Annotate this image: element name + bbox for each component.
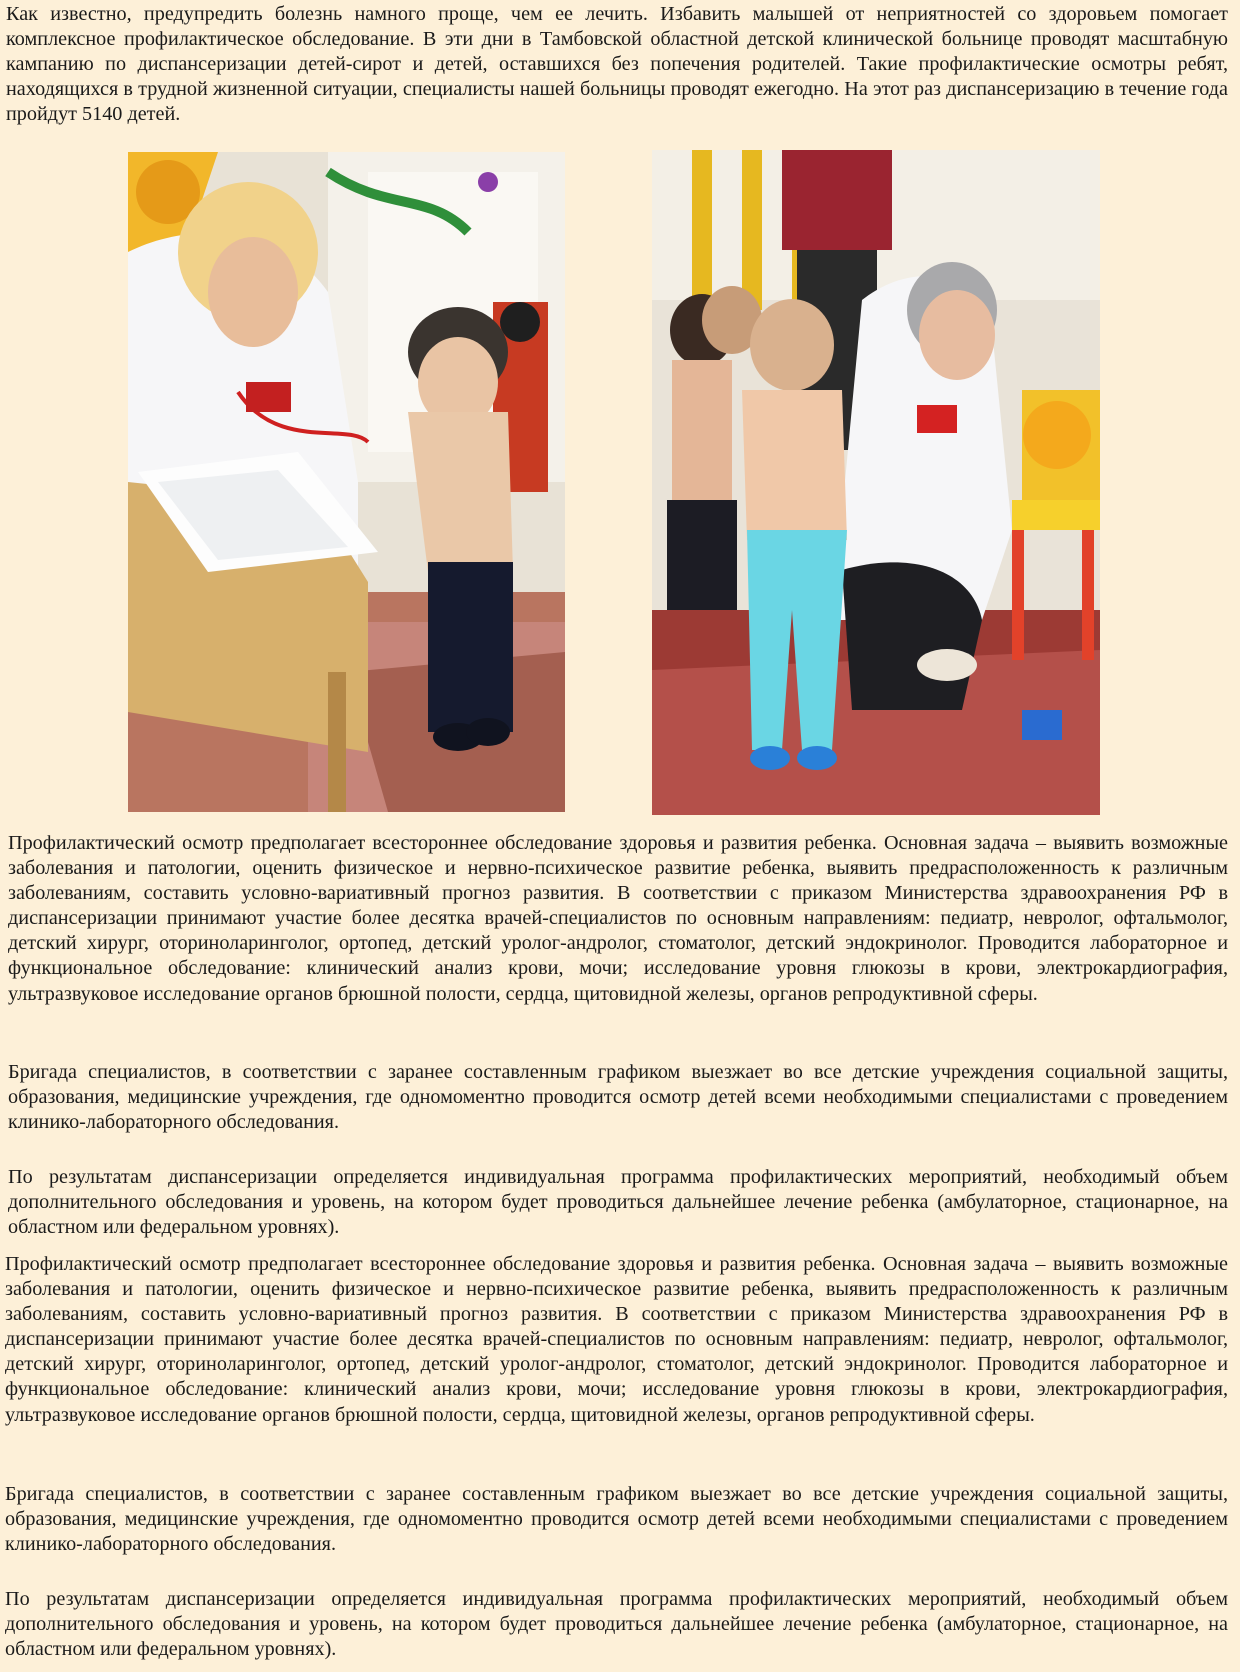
section-a-paragraph-3: По результатам диспансеризации определяется индивидуальная программа профилактических мероприятий, необходимый объем дополнительного обследования и уровень, на котором будет проводиться дальнейшее лечение ребенка (амбулаторное, стационарное, на областном или федеральном уровнях). bbox=[8, 1166, 1228, 1239]
section-a-paragraph-1: Профилактический осмотр предполагает всестороннее обследование здоровья и развития ребенка. Основная задача – выявить возможные заболевания и патологии, оценить физическое и нервно-психическое развитие ребенка, выявить предрасположенность к различным заболеваниям, составить условно-вариативный прогноз развития. В соответствии с приказом Министерства здравоохранения РФ в диспансеризации принимают участие более десятка врачей-специалистов по основным направлениям: педиатр, невролог, офтальмолог, детский хирург, оториноларинголог, ортопед, детский уролог-андролог, стоматолог, детский эндокринолог. Проводится лабораторное и функциональное обследование: клинический анализ крови, мочи; исследование уровня глюкозы в крови, электрокардиография, ультразвуковое исследование органов брюшной полости, сердца, щитовидной железы, органов репродуктивной сферы. bbox=[8, 832, 1228, 1005]
photo-doctor-stethoscope-image bbox=[128, 152, 565, 812]
section-b-paragraph-3: По результатам диспансеризации определяется индивидуальная программа профилактических мероприятий, необходимый объем дополнительного обследования и уровень, на котором будет проводиться дальнейшее лечение ребенка (амбулаторное, стационарное, на областном или федеральном уровнях). bbox=[5, 1588, 1228, 1661]
section-b-paragraph-1: Профилактический осмотр предполагает всестороннее обследование здоровья и развития ребенка. Основная задача – выявить возможные заболевания и патологии, оценить физическое и нервно-психическое развитие ребенка, выявить предрасположенность к различным заболеваниям, составить условно-вариативный прогноз развития. В соответствии с приказом Министерства здравоохранения РФ в диспансеризации принимают участие более десятка врачей-специалистов по основным направлениям: педиатр, невролог, офтальмолог, детский хирург, оториноларинголог, ортопед, детский уролог-андролог, стоматолог, детский эндокринолог. Проводится лабораторное и функциональное обследование: клинический анализ крови, мочи; исследование уровня глюкозы в крови, электрокардиография, ультразвуковое исследование органов брюшной полости, сердца, щитовидной железы, органов репродуктивной сферы. bbox=[5, 1253, 1228, 1426]
photo-doctor-children bbox=[652, 150, 1100, 815]
photo-doctor-children-image bbox=[652, 150, 1100, 815]
photo-doctor-stethoscope bbox=[128, 152, 565, 812]
section-b-paragraph-2: Бригада специалистов, в соответствии с заранее составленным графиком выезжает во все детские учреждения социальной защиты, образования, медицинские учреждения, где одномоментно проводится осмотр детей всеми необходимыми специалистами с проведением клинико-лабораторного обследования. bbox=[5, 1483, 1228, 1556]
section-a-paragraph-2: Бригада специалистов, в соответствии с заранее составленным графиком выезжает во все детские учреждения социальной защиты, образования, медицинские учреждения, где одномоментно проводится осмотр детей всеми необходимыми специалистами с проведением клинико-лабораторного обследования. bbox=[8, 1061, 1228, 1134]
intro-paragraph: Как известно, предупредить болезнь намного проще, чем ее лечить. Избавить малышей от неприятностей со здоровьем помогает комплексное профилактическое обследование. В эти дни в Тамбовской областной детской клинической больнице проводят масштабную кампанию по диспансеризации детей-сирот и детей, оставшихся без попечения родителей. Такие профилактические осмотры ребят, находящихся в трудной жизненной ситуации, специалисты нашей больницы проводят ежегодно. На этот раз диспансеризацию в течение года пройдут 5140 детей. bbox=[6, 3, 1228, 126]
